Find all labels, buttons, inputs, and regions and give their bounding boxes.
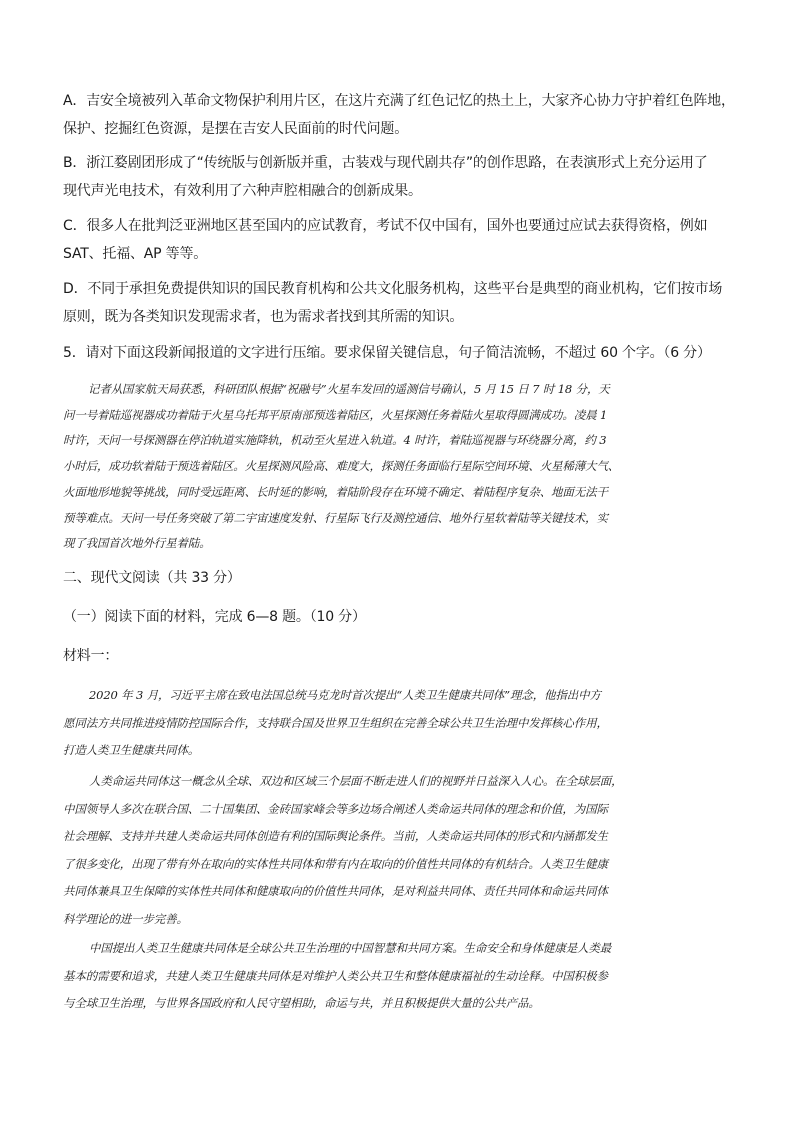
option-c [63,212,738,268]
subsection-heading [63,603,738,631]
option-c-line-2: SAT、托福、AP 等等。 [63,246,208,262]
news-line-7: 现了我国首次地外行星着陆。 [63,536,211,551]
subsection-heading-text: （一）阅读下面的材料，完成 6—8 题。（10 分） [63,609,366,625]
option-d-line-1: D．不同于承担免费提供知识的国民教育机构和公共文化服务机构，这些平台是典型的商业机构，它们按市场 [63,281,723,297]
paragraph-2-line-2: 中国领导人多次在联合国、二十国集团、金砖国家峰会等多边场合阐述人类命运共同体的理念和价值，为国际 [63,801,608,816]
paragraph-3-line-1: 中国提出人类卫生健康共同体是全球公共卫生治理的中国智慧和共同方案。生命安全和身体健康是人类最 [89,941,612,955]
paragraph-2-line-6: 科学理论的进一步完善。 [63,911,188,926]
option-d [63,275,738,331]
paragraph-2-line-4: 了很多变化，出现了带有外在取向的实体性共同体和带有内在取向的价值性共同体的有机结合。人类卫生健康 [63,856,608,871]
section-heading-text: 二、现代文阅读（共 33 分） [63,570,241,586]
paragraph-3-line-2: 基本的需要和追求，共建人类卫生健康共同体是对维护人类公共卫生和整体健康福祉的生动诠释。中国积极参 [63,968,608,983]
option-b-line-2: 现代声光电技术，有效利用了六种声腔相融合的创新成果。 [63,183,422,199]
question-5-prompt-text: 5．请对下面这段新闻报道的文字进行压缩。要求保留关键信息，句子简洁流畅，不超过 60 个字。（6 分） [63,345,711,361]
material-label [63,642,738,670]
material-paragraph-2 [63,768,738,933]
option-b [63,149,738,205]
paragraph-2-line-5: 共同体兼具卫生保障的实体性共同体和健康取向的价值性共同体，是对利益共同体、责任共同体和命运共同体 [63,884,608,898]
news-line-3: 时许，天问一号探测器在停泊轨道实施降轨，机动至火星进入轨道。4 时许，着陆巡视器与环绕器分离，约 3 [63,433,607,448]
paragraph-1-line-3: 打造人类卫生健康共同体。 [63,743,200,757]
news-line-1: 记者从国家航天局获悉，科研团队根据“祝融号”火星车发回的遥测信号确认，5 月 15 日 7 时 18 分，天 [88,382,610,396]
option-a [63,87,738,143]
option-a-line-1: A．吉安全境被列入革命文物保护利用片区，在这片充满了红色记忆的热土上，大家齐心协力守护着红色阵地， [63,93,735,109]
option-b-line-1: B．浙江婺剧团形成了“传统版与创新版并重，古装戏与现代剧共存”的创作思路，在表演形式上充分运用了 [63,155,708,171]
section-2-heading [63,564,738,592]
news-line-6: 预等难点。天问一号任务突破了第二宇宙速度发射、行星际飞行及测控通信、地外行星软着陆等关键技术，实 [63,510,608,525]
news-line-5: 火面地形地貌等挑战，同时受远距离、长时延的影响，着陆阶段存在环境不确定、着陆程序复杂、地面无法干 [63,484,608,499]
paragraph-1-line-2: 愿同法方共同推进疫情防控国际合作，支持联合国及世界卫生组织在完善全球公共卫生治理中发挥核心作用， [63,715,608,730]
paragraph-1-line-1: 2020 年 3 月，习近平主席在致电法国总统马克龙时首次提出“人类卫生健康共同体”理念，他指出中方 [89,688,601,702]
paragraph-2-line-3: 社会理解、支持并共建人类命运共同体创造有利的国际舆论条件。当前，人类命运共同体的形式和内涵都发生 [63,829,608,843]
material-paragraph-1 [63,682,738,765]
paragraph-2-line-1: 人类命运共同体这一概念从全球、双边和区域三个层面不断走进人们的视野并日益深入人心。在全球层面， [89,774,623,788]
option-a-line-2: 保护、挖掘红色资源，是摆在吉安人民面前的时代问题。 [63,121,408,137]
news-line-4: 小时后，成功软着陆于预选着陆区。火星探测风险高、难度大，探测任务面临行星际空间环境、火星稀薄大气、 [63,459,620,474]
news-line-2: 问一号着陆巡视器成功着陆于火星乌托邦平原南部预选着陆区，火星探测任务着陆火星取得圆满成功。凌晨 1 [63,407,608,422]
question-5-prompt [63,339,738,367]
material-label-text: 材料一： [63,648,119,664]
option-c-line-1: C．很多人在批判泛亚洲地区甚至国内的应试教育，考试不仅中国有，国外也要通过应试去获得资格，例如 [63,218,708,234]
material-paragraph-3 [63,935,738,1018]
option-d-line-2: 原则，既为各类知识发现需求者，也为需求者找到其所需的知识。 [63,309,464,325]
paragraph-3-line-3: 与全球卫生治理，与世界各国政府和人民守望相助，命运与共，并且积极提供大量的公共产品。 [63,996,540,1010]
news-report [63,377,738,557]
